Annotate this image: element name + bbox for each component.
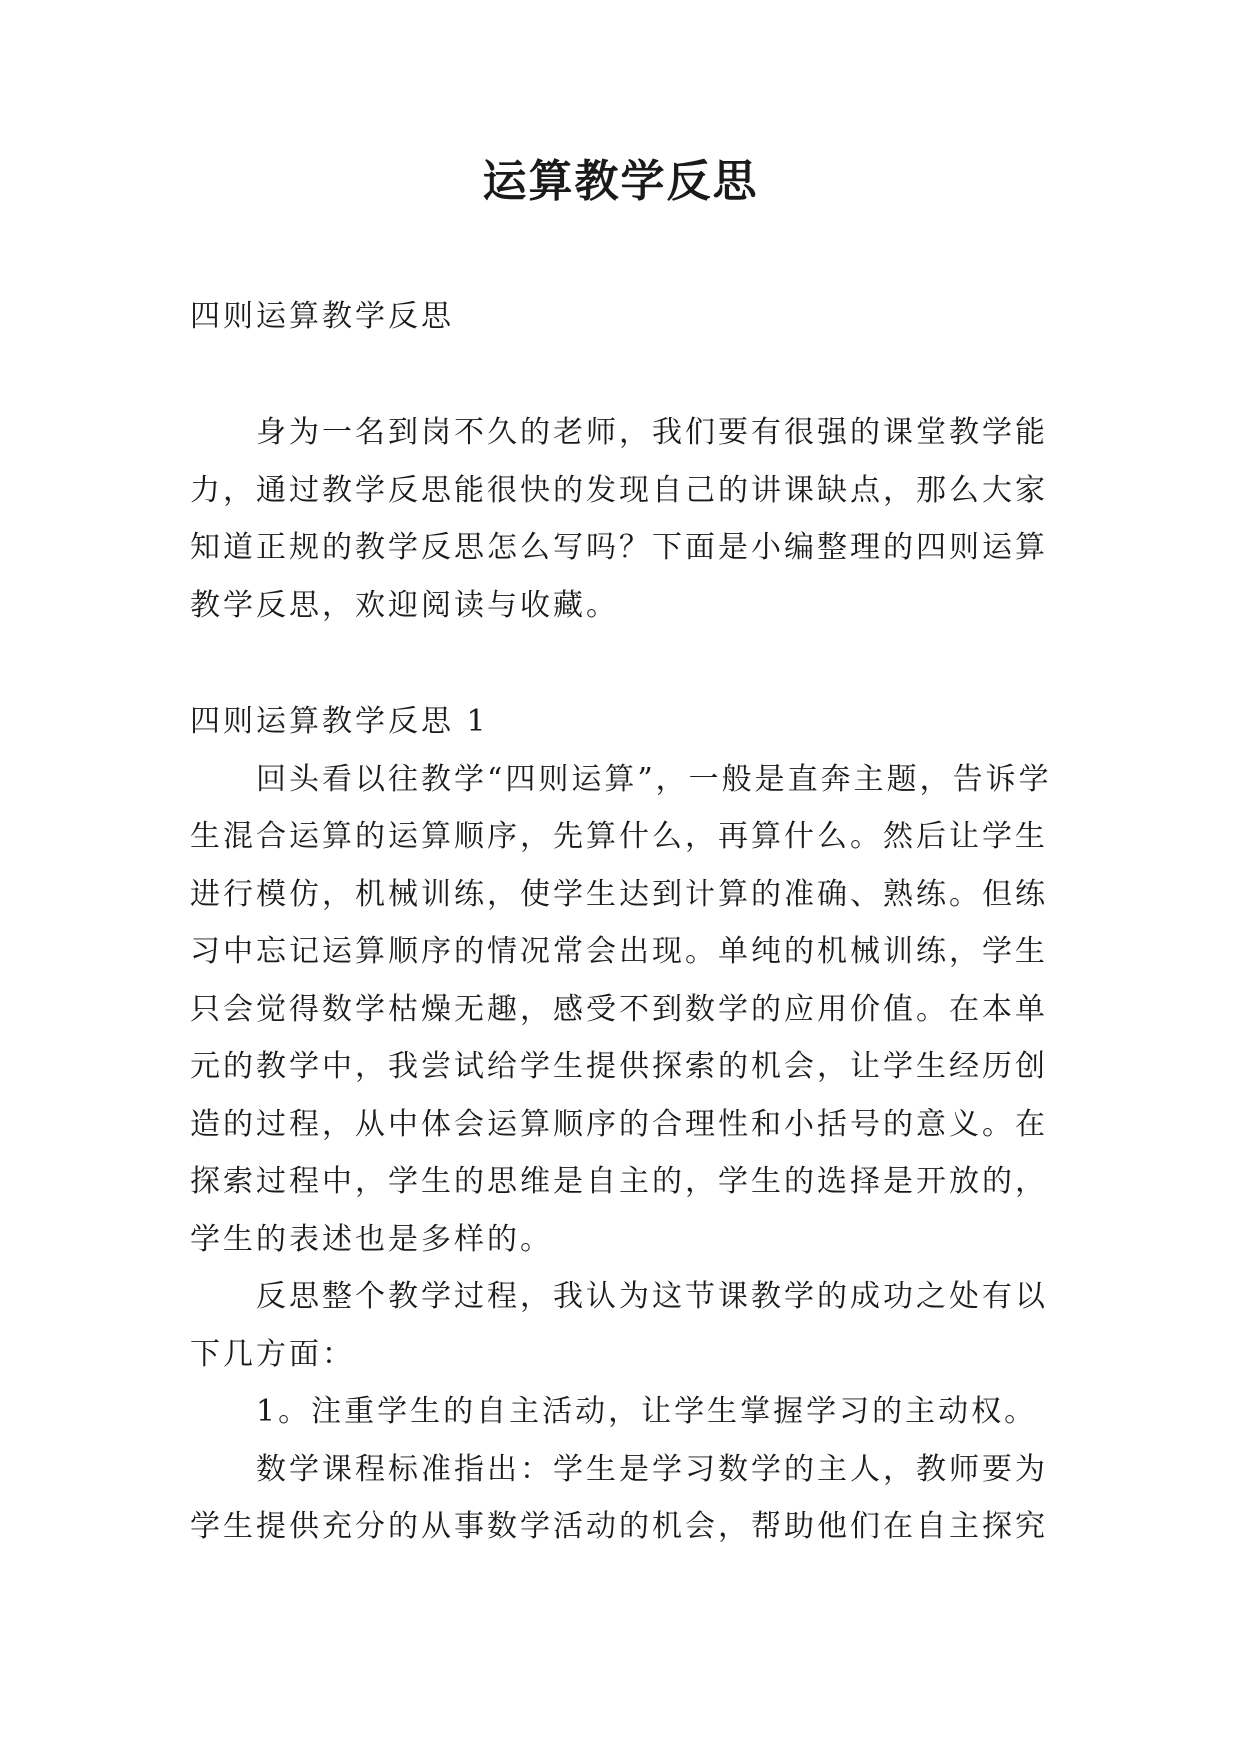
document-title: 运算教学反思 xyxy=(482,156,759,207)
document-subtitle: 四则运算教学反思 xyxy=(190,299,454,334)
section-paragraph-1: 回头看以往教学“四则运算”，一般是直奔主题，告诉学生混合运算的运算顺序，先算什么，再算什么。然后让学生进行模仿，机械训练，使学生达到计算的准确、熟练。但练习中忘记运算顺序的情况常会出现。单纯的机械训练，学生只会觉得数学枯燥无趣，感受不到数学的应用价值。在本单元的教学中，我尝试给学生提供探索的机会，让学生经历创造的过程，从中体会运算顺序的合理性和小括号的意义。在探索过程中，学生的思维是自主的，学生的选择是开放的，学生的表述也是多样的。 xyxy=(190,761,1052,1257)
section-paragraph-2: 反思整个教学过程，我认为这节课教学的成功之处有以下几方面： xyxy=(190,1279,1048,1372)
section-paragraph-3: 1。注重学生的自主活动，让学生掌握学习的主动权。 xyxy=(256,1394,1038,1429)
intro-paragraph: 身为一名到岗不久的老师，我们要有很强的课堂教学能力，通过教学反思能很快的发现自己的讲课缺点，那么大家知道正规的教学反思怎么写吗？下面是小编整理的四则运算教学反思，欢迎阅读与收藏。 xyxy=(190,415,1048,623)
section-1 xyxy=(190,693,1055,1556)
section-paragraph-4: 数学课程标准指出：学生是学习数学的主人，教师要为学生提供充分的从事数学活动的机会，帮助他们在自主探究 xyxy=(190,1451,1048,1544)
section-heading: 四则运算教学反思 1 xyxy=(190,704,489,739)
